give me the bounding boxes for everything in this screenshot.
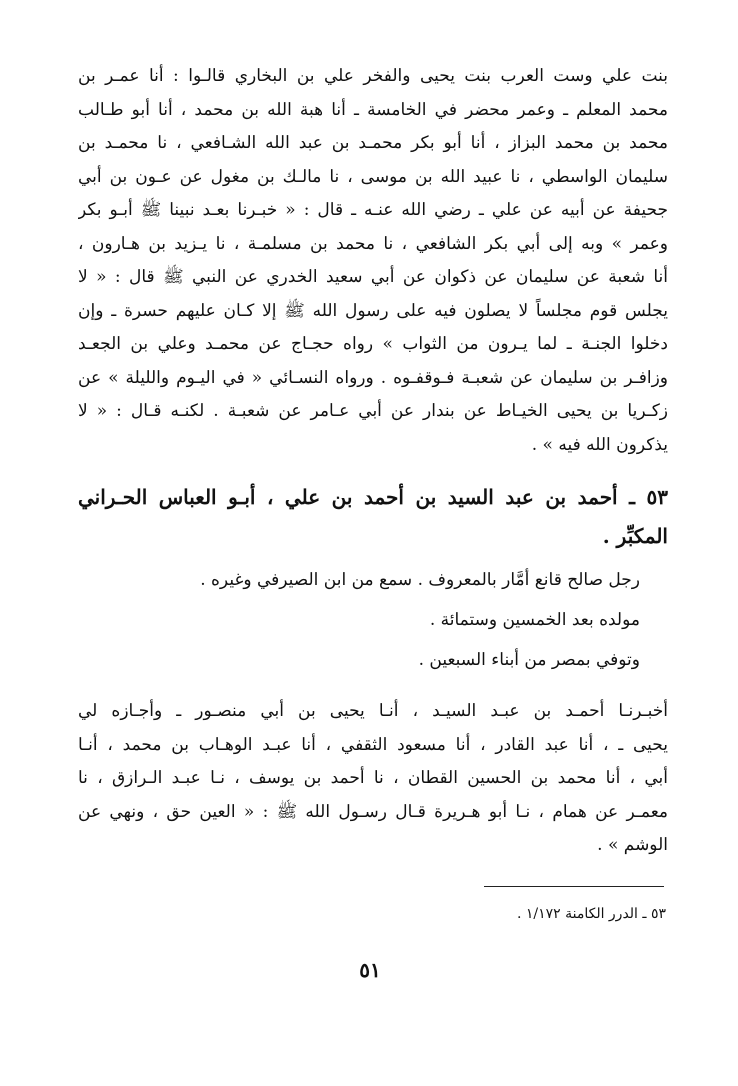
text-line: محمد بن محمد البزاز ، أنا أبو بكر محمـد بن عبد الله الشـافعي ، نا محمـد بن <box>78 133 668 153</box>
text-line: يجلس قوم مجلساً لا يصلون فيه على رسول الله ﷺ إلا كـان عليهم حسرة ـ وإن <box>78 300 668 321</box>
text-line: يحيى ـ ، أنا عبد القادر ، أنا مسعود الثقفي ، أنا عبـد الوهـاب بن محمد ، أنـا <box>78 734 668 755</box>
page-number: ٥١ <box>359 958 381 982</box>
text-line: وزافـر بن سليمان عن شعبـة فـوقفـوه . ورواه النسـائي « في اليـوم والليلة » عن <box>78 367 668 388</box>
paragraph-1 <box>78 60 668 462</box>
entry-heading <box>78 478 668 556</box>
heading-line: ٥٣ ـ أحمد بن عبد السيد بن أحمد بن علي ، أبـو العباس الحـراني <box>78 485 668 509</box>
text-line: وعمر » وبه إلى أبي بكر الشافعي ، نا محمد بن مسلمـة ، نا يـزيد بن هـارون ، <box>78 233 668 254</box>
text-line: الوشم » . <box>597 835 668 855</box>
text-line: محمد المعلم ـ وعمر محضر في الخامسة ـ أنا هبة الله بن محمد ، أنا أبو طـالب <box>78 99 668 120</box>
text-line: بنت علي وست العرب بنت يحيى والفخر علي بن البخاري قالـوا : أنا عمـر بن <box>78 66 668 86</box>
text-line: معمـر عن همام ، نـا أبو هـريرة قـال رسـول الله ﷺ : « العين حق ، ونهي عن <box>78 801 668 822</box>
text-line: زكـريا بن يحيى الخيـاط عن بندار عن أبي عـامر عن شعبـة . لكنـه قـال : « لا <box>78 401 668 421</box>
text-line: أخبـرنـا أحمـد بن عبـد السيـد ، أنـا يحيى بن أبي منصـور ـ وأجـازه لي <box>78 701 668 721</box>
text-line: يذكرون الله فيه » . <box>531 434 668 455</box>
text-line: أبي ، أنا محمد بن الحسين القطان ، نا أحمد بن يوسف ، نـا عبـد الـرازق ، نا <box>78 768 668 788</box>
bio-line: وتوفي بمصر من أبناء السبعين . <box>418 650 640 670</box>
footnote-divider <box>484 886 664 887</box>
text-line: سليمان الواسطي ، نا عبيد الله بن موسى ، نا مالـك بن مغول عن عـون بن أبي <box>78 166 668 187</box>
biography <box>130 560 640 680</box>
text-line: أنا شعبة عن سليمان عن ذكوان عن أبي سعيد الخدري عن النبي ﷺ قال : « لا <box>78 267 668 287</box>
footnote: ٥٣ ـ الدرر الكامنة ١/١٧٢ . <box>516 906 666 922</box>
bio-line: مولده بعد الخمسين وستمائة . <box>429 610 640 630</box>
bio-line: رجل صالح قانع أمَّار بالمعروف . سمع من ابن الصيرفي وغيره . <box>200 570 640 590</box>
paragraph-2 <box>78 695 668 863</box>
heading-line: المكبِّر . <box>602 524 668 548</box>
text-line: جحيفة عن أبيه عن علي ـ رضي الله عنـه ـ قال : « خبـرنا بعـد نبينا ﷺ أبـو بكر <box>78 200 668 220</box>
text-line: دخلوا الجنـة ـ لما يـرون من الثواب » رواه حجـاج عن محمـد وعلي بن الجعـد <box>78 334 668 354</box>
